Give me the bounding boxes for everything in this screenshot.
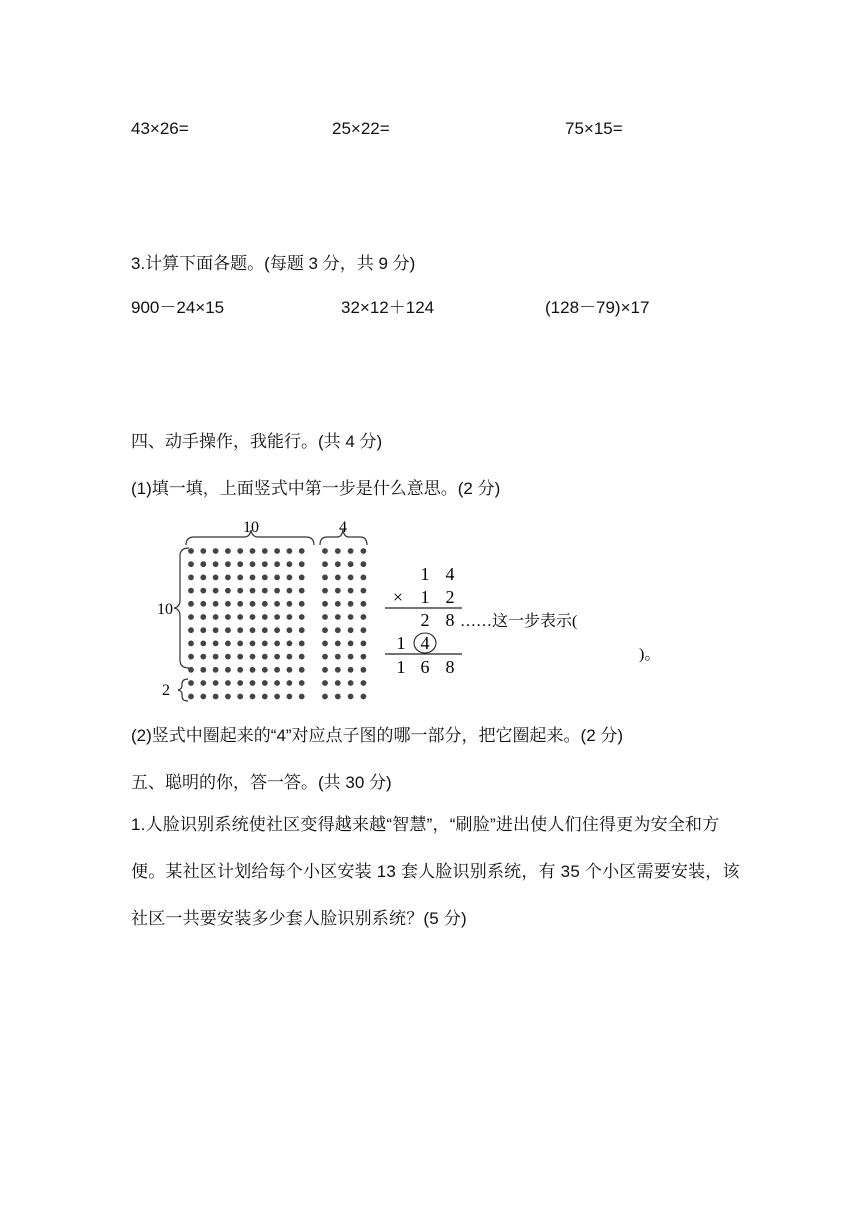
dot-r4-c8 bbox=[287, 601, 293, 607]
q3-item-2: 32×12＋124 bbox=[341, 298, 435, 317]
dot-r9-c13 bbox=[361, 667, 367, 673]
dot-r9-c9 bbox=[299, 667, 305, 673]
calc-r5-d2: 6 bbox=[420, 657, 430, 677]
dot-r5-c13 bbox=[361, 614, 367, 620]
dot-r2-c0 bbox=[188, 575, 194, 581]
dot-r10-c8 bbox=[287, 680, 293, 686]
dot-r8-c1 bbox=[200, 654, 206, 660]
dot-r3-c3 bbox=[225, 588, 231, 594]
dot-r1-c13 bbox=[361, 561, 367, 567]
dot-r4-c3 bbox=[225, 601, 231, 607]
dot-r11-c9 bbox=[299, 694, 305, 700]
dot-r4-c13 bbox=[361, 601, 367, 607]
calc-r2-d1: 1 bbox=[420, 587, 430, 607]
dot-r5-c4 bbox=[237, 614, 243, 620]
dot-r3-c10 bbox=[322, 588, 328, 594]
calc-r2-d2: 2 bbox=[445, 587, 455, 607]
dot-r8-c12 bbox=[348, 654, 354, 660]
dot-r9-c3 bbox=[225, 667, 231, 673]
dot-r1-c5 bbox=[250, 561, 256, 567]
dot-r2-c7 bbox=[274, 575, 280, 581]
dot-grid bbox=[188, 548, 366, 699]
dot-r11-c12 bbox=[348, 694, 354, 700]
dot-r7-c7 bbox=[274, 641, 280, 647]
dot-r6-c10 bbox=[322, 627, 328, 633]
dot-r11-c8 bbox=[287, 694, 293, 700]
dot-r10-c7 bbox=[274, 680, 280, 686]
calc-r3-d1: 2 bbox=[420, 610, 430, 630]
calc-r5-d3: 8 bbox=[445, 657, 455, 677]
calc-note-close: )。 bbox=[639, 646, 661, 663]
q3-item-1: 900－24×15 bbox=[131, 298, 225, 317]
dot-r10-c0 bbox=[188, 680, 194, 686]
dot-r7-c3 bbox=[225, 641, 231, 647]
dot-r3-c4 bbox=[237, 588, 243, 594]
dot-r1-c8 bbox=[287, 561, 293, 567]
dot-r11-c7 bbox=[274, 694, 280, 700]
dot-r8-c11 bbox=[335, 654, 341, 660]
vertical-calculation bbox=[385, 564, 660, 677]
brace-left-10 bbox=[174, 548, 189, 668]
section4-q2: (2)竖式中圈起来的“4”对应点子图的哪一部分，把它圈起来。(2 分) bbox=[131, 726, 624, 745]
calc-r1-d2: 4 bbox=[445, 564, 455, 584]
dot-r2-c9 bbox=[299, 575, 305, 581]
dot-r10-c12 bbox=[348, 680, 354, 686]
dot-r5-c7 bbox=[274, 614, 280, 620]
dot-r6-c2 bbox=[213, 627, 219, 633]
problem-75x15: 75×15= bbox=[565, 119, 623, 138]
dot-r0-c10 bbox=[322, 548, 328, 554]
dot-r3-c6 bbox=[262, 588, 268, 594]
dot-r10-c3 bbox=[225, 680, 231, 686]
dot-r1-c2 bbox=[213, 561, 219, 567]
calc-r1-d1: 1 bbox=[420, 564, 430, 584]
dot-r8-c0 bbox=[188, 654, 194, 660]
dot-r9-c12 bbox=[348, 667, 354, 673]
section5-q1: 1.人脸识别系统使社区变得越来越“智慧”，“刷脸”进出使人们住得更为安全和方便。某社区计划给每个小区安装 13 套人脸识别系统，有 35 个小区需要安装，该社区一共要安装多少套人脸识别系统？(5 分) bbox=[131, 815, 740, 928]
dot-r8-c13 bbox=[361, 654, 367, 660]
dot-r5-c1 bbox=[200, 614, 206, 620]
dot-r11-c4 bbox=[237, 694, 243, 700]
dot-r2-c1 bbox=[200, 575, 206, 581]
dot-r4-c7 bbox=[274, 601, 280, 607]
dot-r7-c11 bbox=[335, 641, 341, 647]
dot-r11-c0 bbox=[188, 694, 194, 700]
q3-item-3: (128－79)×17 bbox=[545, 298, 650, 317]
dot-r1-c7 bbox=[274, 561, 280, 567]
dot-r11-c10 bbox=[322, 694, 328, 700]
dot-r6-c8 bbox=[287, 627, 293, 633]
dot-r3-c7 bbox=[274, 588, 280, 594]
dot-r10-c1 bbox=[200, 680, 206, 686]
dot-r9-c11 bbox=[335, 667, 341, 673]
dot-r11-c13 bbox=[361, 694, 367, 700]
dot-r1-c1 bbox=[200, 561, 206, 567]
dot-r9-c6 bbox=[262, 667, 268, 673]
dot-r10-c13 bbox=[361, 680, 367, 686]
dot-r5-c8 bbox=[287, 614, 293, 620]
dot-r10-c11 bbox=[335, 680, 341, 686]
dot-r1-c4 bbox=[237, 561, 243, 567]
label-left-10: 10 bbox=[157, 601, 173, 618]
dot-r7-c5 bbox=[250, 641, 256, 647]
dot-r10-c6 bbox=[262, 680, 268, 686]
dot-r1-c0 bbox=[188, 561, 194, 567]
dot-r2-c4 bbox=[237, 575, 243, 581]
dot-r10-c2 bbox=[213, 680, 219, 686]
section5-title: 五、聪明的你，答一答。(共 30 分) bbox=[131, 773, 392, 792]
dot-r4-c0 bbox=[188, 601, 194, 607]
dot-r5-c9 bbox=[299, 614, 305, 620]
dot-r11-c2 bbox=[213, 694, 219, 700]
dot-r0-c9 bbox=[299, 548, 305, 554]
dot-r9-c4 bbox=[237, 667, 243, 673]
dot-r4-c6 bbox=[262, 601, 268, 607]
dot-r3-c8 bbox=[287, 588, 293, 594]
dot-r3-c12 bbox=[348, 588, 354, 594]
dot-r10-c4 bbox=[237, 680, 243, 686]
calc-note: ……这一步表示( bbox=[460, 613, 578, 630]
dot-r5-c11 bbox=[335, 614, 341, 620]
q3-title: 3.计算下面各题。(每题 3 分，共 9 分) bbox=[131, 254, 416, 273]
dot-r0-c12 bbox=[348, 548, 354, 554]
dot-r9-c8 bbox=[287, 667, 293, 673]
dot-r9-c1 bbox=[200, 667, 206, 673]
dot-r7-c8 bbox=[287, 641, 293, 647]
dot-r0-c0 bbox=[188, 548, 194, 554]
problem-25x22: 25×22= bbox=[332, 119, 390, 138]
calc-r4-d1: 1 bbox=[396, 633, 406, 653]
dot-r5-c0 bbox=[188, 614, 194, 620]
dot-r8-c8 bbox=[287, 654, 293, 660]
dot-r7-c9 bbox=[299, 641, 305, 647]
dot-r4-c1 bbox=[200, 601, 206, 607]
dot-r8-c10 bbox=[322, 654, 328, 660]
dot-r8-c7 bbox=[274, 654, 280, 660]
dot-r0-c5 bbox=[250, 548, 256, 554]
dot-r0-c6 bbox=[262, 548, 268, 554]
dot-r10-c10 bbox=[322, 680, 328, 686]
dot-figure bbox=[0, 510, 860, 710]
dot-r0-c1 bbox=[200, 548, 206, 554]
dot-r1-c11 bbox=[335, 561, 341, 567]
brace-left-2 bbox=[178, 679, 188, 701]
dot-r3-c1 bbox=[200, 588, 206, 594]
dot-r4-c4 bbox=[237, 601, 243, 607]
dot-r4-c2 bbox=[213, 601, 219, 607]
section4-title: 四、动手操作，我能行。(共 4 分) bbox=[131, 432, 383, 451]
dot-r5-c3 bbox=[225, 614, 231, 620]
dot-r0-c11 bbox=[335, 548, 341, 554]
dot-r7-c0 bbox=[188, 641, 194, 647]
dot-r9-c10 bbox=[322, 667, 328, 673]
dot-r11-c6 bbox=[262, 694, 268, 700]
label-left-2: 2 bbox=[162, 682, 170, 699]
dot-r11-c5 bbox=[250, 694, 256, 700]
dot-r3-c0 bbox=[188, 588, 194, 594]
calc-r5-d1: 1 bbox=[396, 657, 406, 677]
dot-r7-c2 bbox=[213, 641, 219, 647]
dot-r1-c9 bbox=[299, 561, 305, 567]
dot-r4-c9 bbox=[299, 601, 305, 607]
dot-r3-c11 bbox=[335, 588, 341, 594]
dot-r9-c2 bbox=[213, 667, 219, 673]
dot-r4-c5 bbox=[250, 601, 256, 607]
dot-r0-c4 bbox=[237, 548, 243, 554]
dot-r0-c7 bbox=[274, 548, 280, 554]
dot-r0-c13 bbox=[361, 548, 367, 554]
dot-r6-c1 bbox=[200, 627, 206, 633]
dot-r2-c8 bbox=[287, 575, 293, 581]
dot-r2-c13 bbox=[361, 575, 367, 581]
dot-r1-c3 bbox=[225, 561, 231, 567]
dot-r4-c11 bbox=[335, 601, 341, 607]
dot-r4-c10 bbox=[322, 601, 328, 607]
label-top-10: 10 bbox=[243, 519, 259, 536]
problem-43x26: 43×26= bbox=[131, 119, 189, 138]
dot-r7-c12 bbox=[348, 641, 354, 647]
dot-r8-c9 bbox=[299, 654, 305, 660]
section4-q1: (1)填一填，上面竖式中第一步是什么意思。(2 分) bbox=[131, 479, 501, 498]
dot-r1-c6 bbox=[262, 561, 268, 567]
dot-r3-c13 bbox=[361, 588, 367, 594]
dot-r4-c12 bbox=[348, 601, 354, 607]
dot-r2-c11 bbox=[335, 575, 341, 581]
dot-r6-c11 bbox=[335, 627, 341, 633]
dot-r8-c5 bbox=[250, 654, 256, 660]
dot-r1-c10 bbox=[322, 561, 328, 567]
dot-r11-c3 bbox=[225, 694, 231, 700]
dot-r8-c6 bbox=[262, 654, 268, 660]
dot-r7-c4 bbox=[237, 641, 243, 647]
dot-r2-c3 bbox=[225, 575, 231, 581]
dot-r10-c5 bbox=[250, 680, 256, 686]
dot-r2-c12 bbox=[348, 575, 354, 581]
dot-r0-c8 bbox=[287, 548, 293, 554]
dot-r3-c2 bbox=[213, 588, 219, 594]
dot-r2-c2 bbox=[213, 575, 219, 581]
calc-r4-d2: 4 bbox=[420, 633, 430, 653]
dot-r5-c5 bbox=[250, 614, 256, 620]
dot-r8-c2 bbox=[213, 654, 219, 660]
dot-r0-c3 bbox=[225, 548, 231, 554]
dot-r0-c2 bbox=[213, 548, 219, 554]
dot-r8-c4 bbox=[237, 654, 243, 660]
dot-r5-c6 bbox=[262, 614, 268, 620]
dot-r7-c1 bbox=[200, 641, 206, 647]
dot-r6-c9 bbox=[299, 627, 305, 633]
dot-r3-c5 bbox=[250, 588, 256, 594]
dot-r6-c0 bbox=[188, 627, 194, 633]
dot-r11-c11 bbox=[335, 694, 341, 700]
dot-r1-c12 bbox=[348, 561, 354, 567]
dot-r7-c13 bbox=[361, 641, 367, 647]
dot-r6-c4 bbox=[237, 627, 243, 633]
dot-r3-c9 bbox=[299, 588, 305, 594]
dot-r2-c6 bbox=[262, 575, 268, 581]
dot-r7-c10 bbox=[322, 641, 328, 647]
dot-r10-c9 bbox=[299, 680, 305, 686]
calc-times: × bbox=[392, 587, 404, 607]
dot-r8-c3 bbox=[225, 654, 231, 660]
dot-r6-c13 bbox=[361, 627, 367, 633]
dot-r6-c6 bbox=[262, 627, 268, 633]
dot-r11-c1 bbox=[200, 694, 206, 700]
dot-r6-c12 bbox=[348, 627, 354, 633]
dot-r6-c5 bbox=[250, 627, 256, 633]
dot-r2-c10 bbox=[322, 575, 328, 581]
dot-r7-c6 bbox=[262, 641, 268, 647]
label-top-4: 4 bbox=[339, 519, 347, 536]
dot-r9-c7 bbox=[274, 667, 280, 673]
dot-r5-c2 bbox=[213, 614, 219, 620]
dot-r5-c12 bbox=[348, 614, 354, 620]
dot-r9-c5 bbox=[250, 667, 256, 673]
dot-r9-c0 bbox=[188, 667, 194, 673]
dot-r6-c7 bbox=[274, 627, 280, 633]
dot-r5-c10 bbox=[322, 614, 328, 620]
dot-r6-c3 bbox=[225, 627, 231, 633]
calc-r3-d2: 8 bbox=[445, 610, 455, 630]
dot-r2-c5 bbox=[250, 575, 256, 581]
